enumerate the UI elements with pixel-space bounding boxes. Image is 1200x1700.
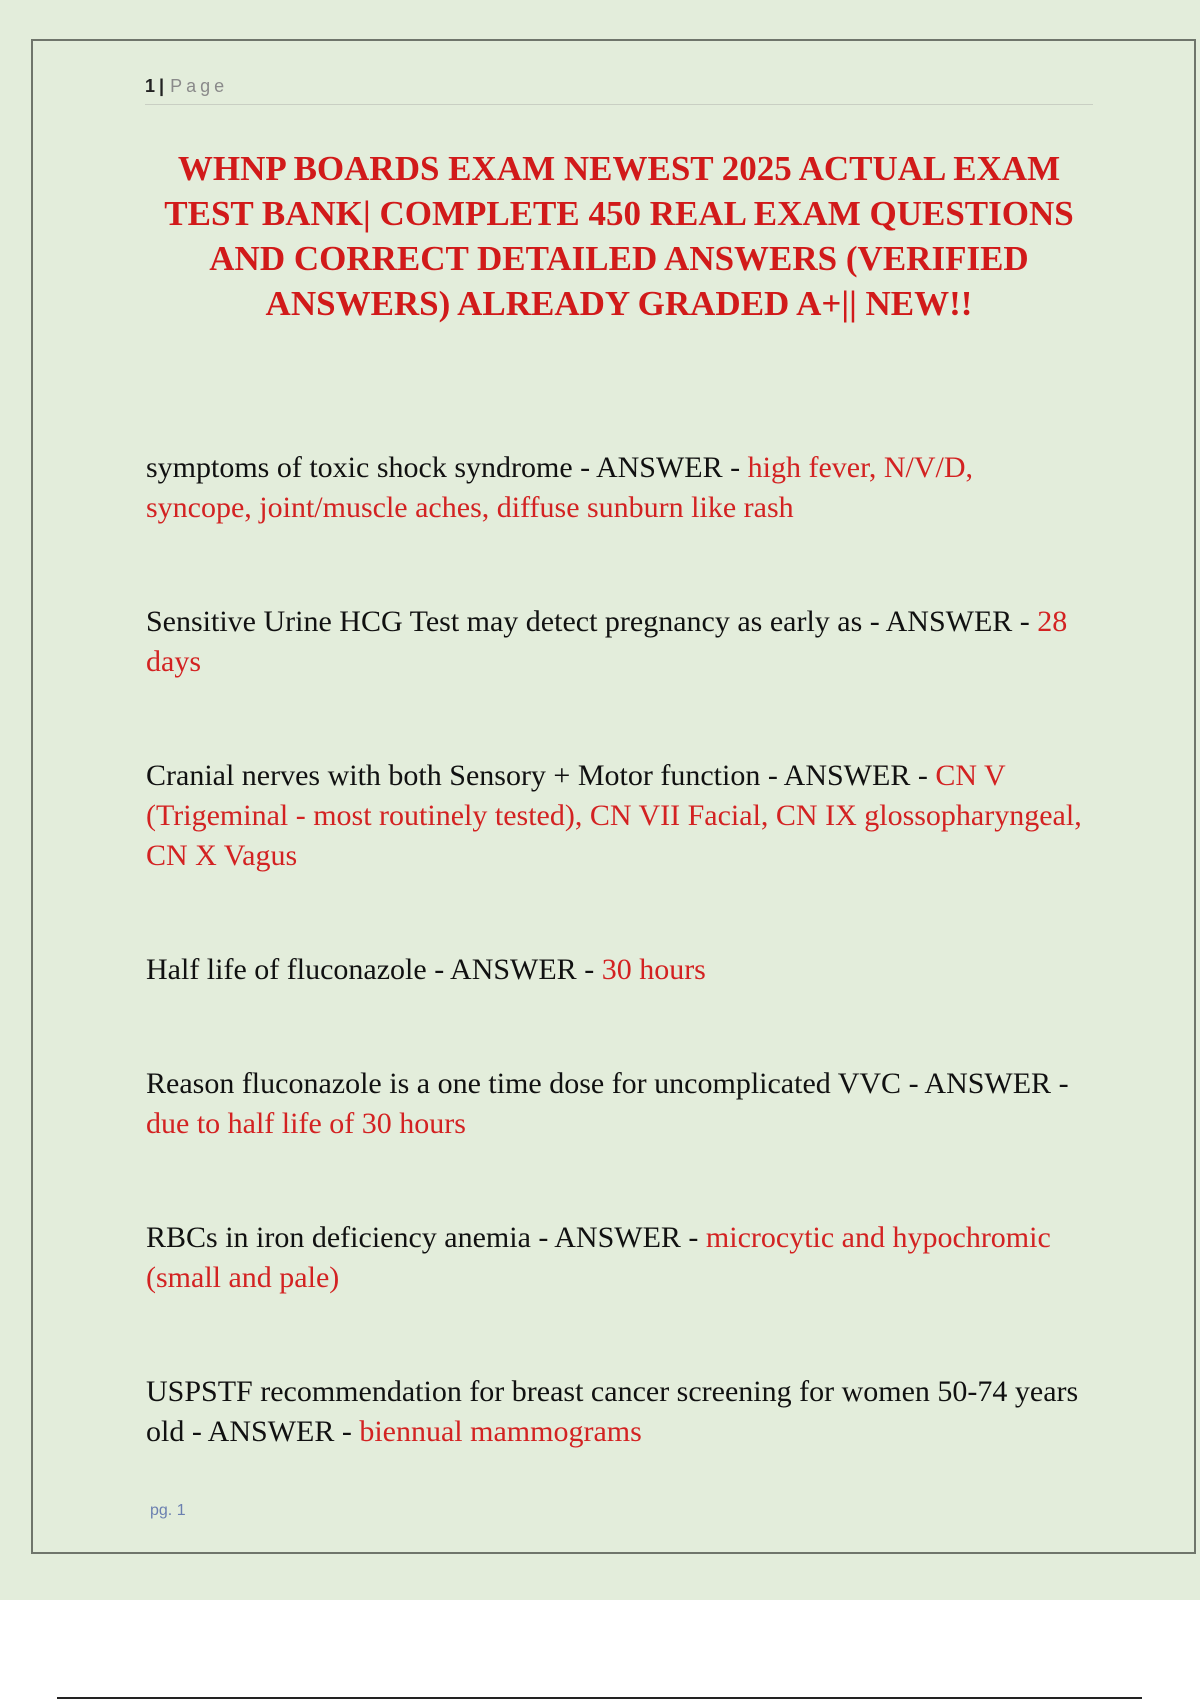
qa-item [146, 1372, 1086, 1452]
question-text: Cranial nerves with both Sensory + Motor function - ANSWER - [146, 759, 936, 792]
question-text: Reason fluconazole is a one time dose for uncomplicated VVC - ANSWER - [146, 1067, 1069, 1100]
answer-text: biennual mammograms [359, 1415, 642, 1448]
answer-text: 30 hours [601, 953, 706, 986]
qa-item [146, 1218, 1086, 1298]
footer-page-label: pg. 1 [150, 1502, 186, 1519]
qa-list [146, 448, 1086, 1452]
qa-item [146, 1064, 1086, 1144]
answer-text: microcytic and hypochromic (small and pale) [146, 1221, 1051, 1294]
qa-item [146, 950, 1086, 990]
bottom-divider [57, 1697, 1142, 1699]
question-text: Sensitive Urine HCG Test may detect pregnancy as early as - ANSWER - [146, 605, 1038, 638]
header-page-word: Page [170, 76, 229, 96]
qa-item [146, 756, 1086, 876]
page-header [145, 74, 1093, 105]
header-separator: | [159, 76, 165, 96]
answer-text: 28 days [146, 605, 1068, 678]
document-title: WHNP BOARDS EXAM NEWEST 2025 ACTUAL EXAM TEST BANK| COMPLETE 450 REAL EXAM QUESTIONS AND CORRECT DETAILED ANSWERS (VERIFIED ANSWERS) ALREADY GRADED A+|| NEW!! [164, 149, 1074, 323]
question-text: symptoms of toxic shock syndrome - ANSWER - [146, 451, 748, 484]
answer-text: CN V (Trigeminal - most routinely tested), CN VII Facial, CN IX glossopharyngeal, CN X Vagus [146, 759, 1082, 872]
qa-item [146, 602, 1086, 682]
question-text: RBCs in iron deficiency anemia - ANSWER - [146, 1221, 706, 1254]
qa-item [146, 448, 1086, 528]
header-page-number: 1 [145, 76, 156, 96]
answer-text: due to half life of 30 hours [146, 1107, 466, 1140]
question-text: USPSTF recommendation for breast cancer screening for women 50-74 years old - ANSWER - [146, 1375, 1079, 1448]
answer-text: high fever, N/V/D, syncope, joint/muscle aches, diffuse sunburn like rash [146, 451, 974, 524]
question-text: Half life of fluconazole - ANSWER - [146, 953, 602, 986]
